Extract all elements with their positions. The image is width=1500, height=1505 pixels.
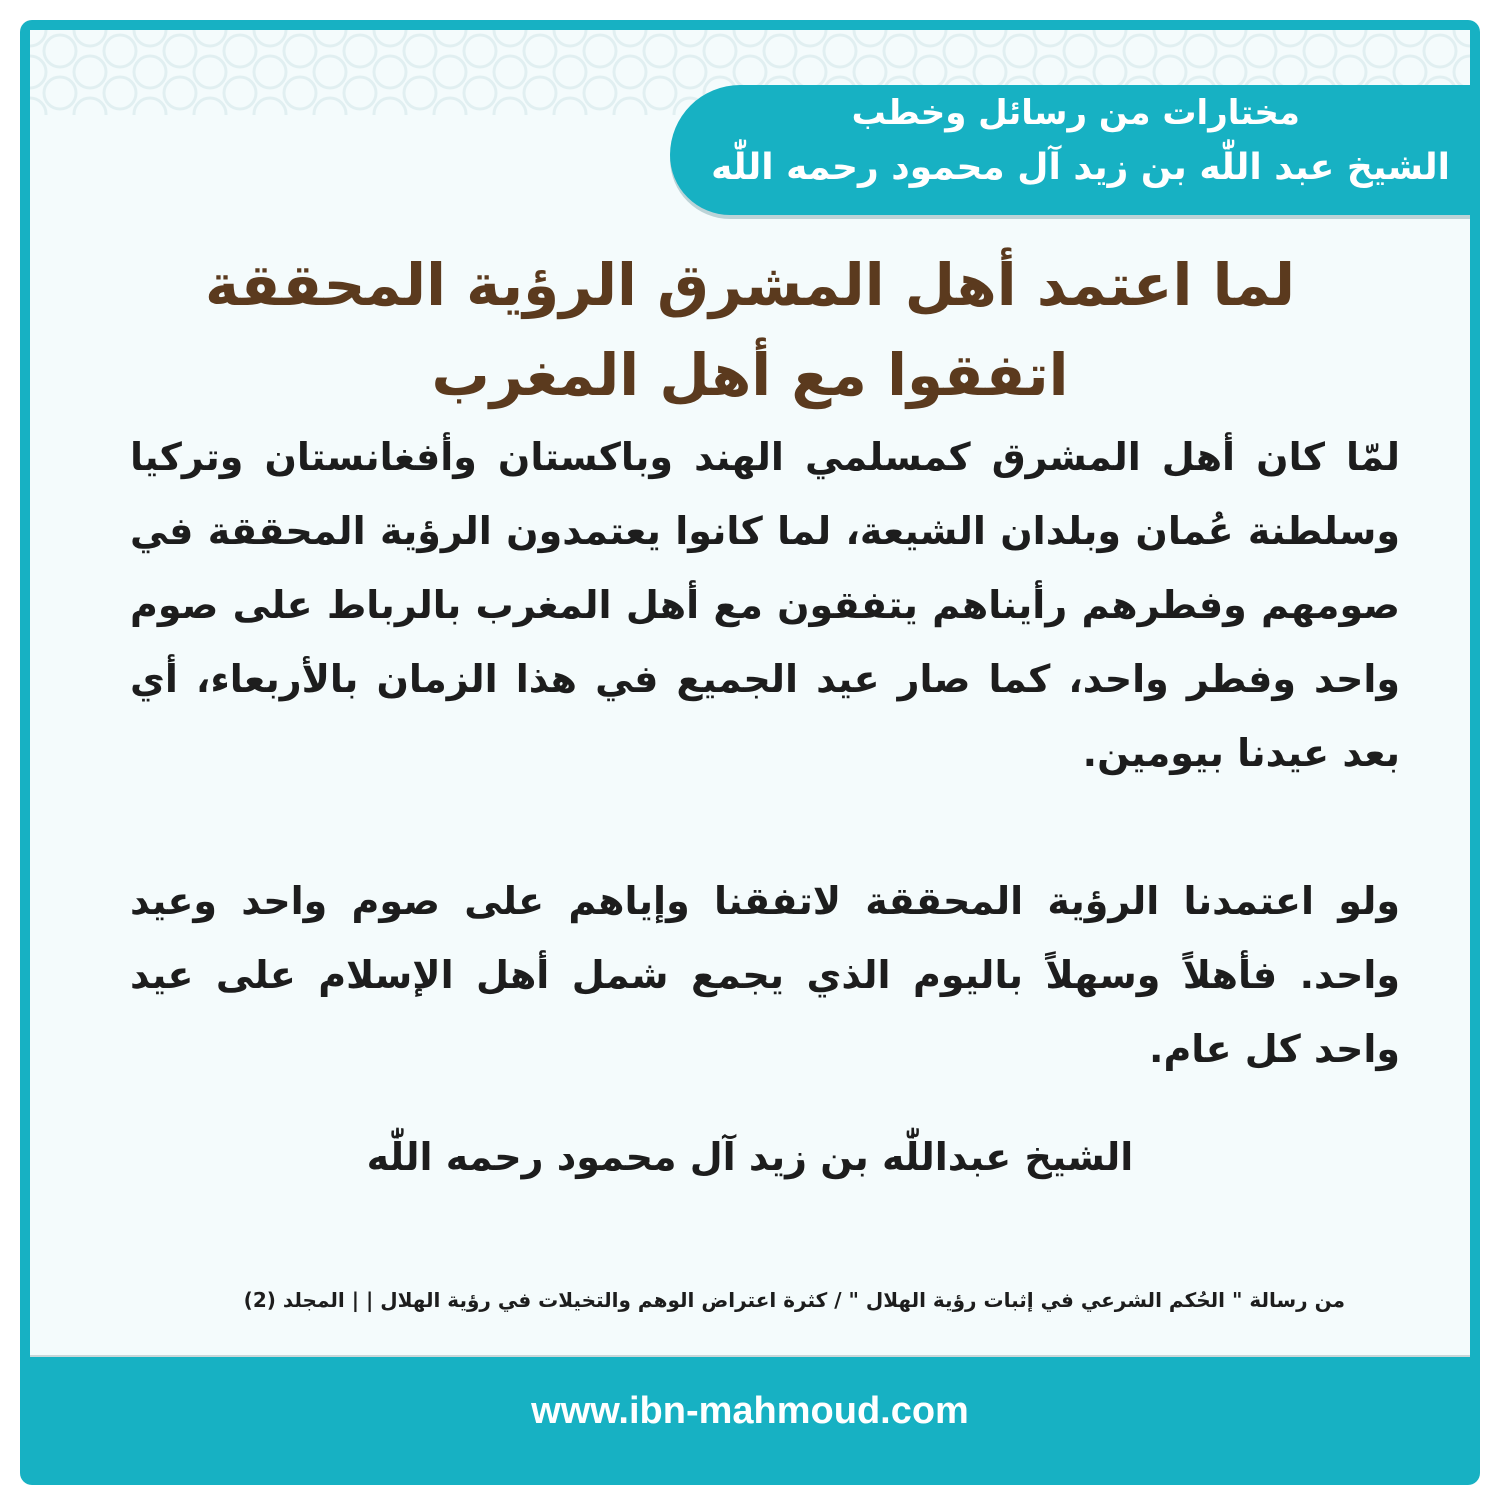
source-citation: من رسالة " الحُكم الشرعي في إثبات رؤية الهلال " / كثرة اعتراض الوهم والتخيلات في رؤية الهلال | | المجلد (2) bbox=[243, 1288, 1345, 1312]
header-sheikh-name: الشيخ عبد اللّٰه بن زيد آل محمود رحمه اللّٰه bbox=[711, 147, 1450, 188]
header-series-title: مختارات من رسائل وخطب bbox=[851, 93, 1300, 133]
paragraph-1: لمّا كان أهل المشرق كمسلمي الهند وباكستان وأفغانستان وتركيا وسلطنة عُمان وبلدان الشيعة، لما كانوا يعتمدون الرؤية المحققة في صومهم وفطرهم رأيناهم يتفقون مع أهل المغرب بالرباط على صوم واحد وفطر واحد، كما صار عيد الجميع في هذا الزمان بالأربعاء، أي بعد عيدنا بيومين. bbox=[130, 435, 1400, 775]
content-panel bbox=[30, 30, 1470, 1355]
page-title: لما اعتمد أهل المشرق الرؤية المحققة اتفقوا مع أهل المغرب bbox=[204, 251, 1296, 409]
website-link[interactable]: www.ibn-mahmoud.com bbox=[531, 1390, 969, 1432]
article-body bbox=[130, 420, 1400, 1086]
paragraph-2: ولو اعتمدنا الرؤية المحققة لاتفقنا وإياهم على صوم واحد وعيد واحد. فأهلاً وسهلاً باليوم الذي يجمع شمل أهل الإسلام على عيد واحد كل عام. bbox=[130, 879, 1400, 1071]
author-signature: الشيخ عبداللّٰه بن زيد آل محمود رحمه اللّٰه bbox=[366, 1135, 1134, 1179]
header-banner bbox=[670, 85, 1470, 215]
